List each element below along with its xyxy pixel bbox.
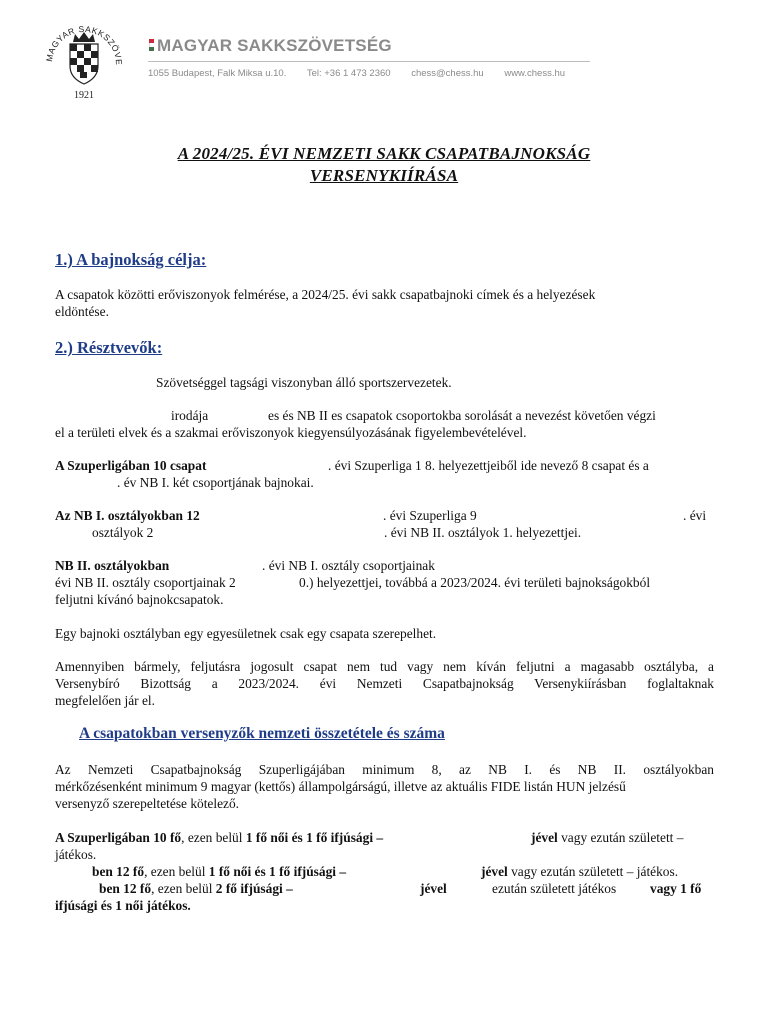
letterhead-divider — [148, 61, 590, 62]
seal-year: 1921 — [74, 90, 94, 101]
nb2-rule-cont: ezután született játékos — [492, 881, 617, 896]
section2-paragraph: irodája — [171, 408, 209, 423]
section2-paragraph: . évi NB II. osztályok 1. helyezettjei. — [384, 525, 582, 540]
section2-paragraph: megfelelően jár el. — [55, 693, 156, 708]
section2-paragraph: el a területi elvek és a szakmai erőviszonyok kiegyensúlyozásának figyelembevételével. — [55, 425, 527, 440]
nb1-rule-cont: jével vagy ezután született – játékos. — [481, 864, 679, 879]
section3-paragraph: mérkőzésenként minimum 9 magyar (kettős) állampolgárságú, illetve az aktuális FIDE listán HUN jelzésű — [55, 779, 626, 794]
address: 1055 Budapest, Falk Miksa u.10. — [148, 68, 287, 79]
superliga-label: A Szuperligában 10 csapat — [55, 458, 207, 473]
document-title-line1: A 2024/25. ÉVI NEMZETI SAKK CSAPATBAJNOKSÁG — [177, 144, 591, 163]
nb1-rule: ben 12 fő, ezen belül 1 fő női és 1 fő ifjúsági – — [92, 864, 347, 879]
section1-text: A csapatok közötti erőviszonyok felmérése, a 2024/25. évi sakk csapatbajnoki címek és a helyezések — [55, 287, 596, 302]
section1-heading: 1.) A bajnokság célja: — [55, 250, 207, 269]
section2-paragraph: . évi NB I. osztály csoportjainak — [262, 558, 435, 573]
section2-paragraph: 0.) helyezettjei, továbbá a 2023/2024. évi területi bajnokságokból — [299, 575, 651, 590]
nb1-label: Az NB I. osztályokban 12 — [55, 508, 200, 523]
svg-text:MAGYAR SAKKSZÖVETSÉG: MAGYAR SAKKSZÖVE — [43, 23, 125, 66]
nb2-label: NB II. osztályokban — [55, 558, 170, 573]
section3-paragraph: Az Nemzeti Csapatbajnokság Szuperligájában minimum 8, az NB I. és NB II. osztályokban — [55, 762, 714, 777]
superliga-rule-end: játékos. — [55, 847, 97, 862]
section2-paragraph: évi NB II. osztály csoportjainak 2 — [55, 575, 236, 590]
section2-paragraph: Egy bajnoki osztályban egy egyesületnek csak egy csapata szerepelhet. — [55, 626, 437, 641]
section2-paragraph: . évi Szuperliga 1 8. helyezettjeiből ide nevező 8 csapat és a — [328, 458, 649, 473]
section2-paragraph: Szövetséggel tagsági viszonyban álló sportszervezetek. — [156, 375, 452, 390]
section2-paragraph: . év NB I. két csoportjának bajnokai. — [117, 475, 314, 490]
section2-paragraph: Versenybíró Bizottság a 2023/2024. évi Nemzeti Csapatbajnokság Versenykiírásban foglaltaknak — [55, 676, 714, 691]
nb2-rule: ben 12 fő, ezen belül 2 fő ifjúsági – — [99, 881, 293, 896]
email-link[interactable]: chess@chess.hu — [411, 68, 484, 79]
org-name: MAGYAR SAKKSZÖVETSÉG — [157, 36, 392, 55]
superliga-rule-cont: jével vagy ezután született – — [531, 830, 684, 845]
section2-paragraph: es és NB II es csapatok csoportokba sorolását a nevezést követően végzi — [268, 408, 656, 423]
web-link[interactable]: www.chess.hu — [504, 68, 566, 79]
section2-paragraph: . évi Szuperliga 9 — [383, 508, 477, 523]
contact-line — [148, 68, 583, 79]
nb2-rule-jevel: jével — [420, 881, 447, 896]
phone: Tel: +36 1 473 2360 — [306, 68, 391, 79]
section2-paragraph: osztályok 2 — [92, 525, 154, 540]
chess-federation-seal — [40, 14, 128, 102]
section3-paragraph: versenyző szerepeltetése kötelező. — [55, 796, 240, 811]
section2-paragraph: feljutni kívánó bajnokcsapatok. — [55, 592, 224, 607]
section1-text: eldöntése. — [55, 304, 109, 319]
nb2-rule-last: ifjúsági és 1 női játékos. — [55, 898, 191, 913]
document-title-line2: VERSENYKIÍRÁSA — [309, 166, 459, 185]
section3-heading: A csapatokban versenyzők nemzeti összetétele és száma — [79, 725, 445, 742]
superliga-rule: A Szuperligában 10 fő, ezen belül 1 fő női és 1 fő ifjúsági – — [55, 830, 384, 845]
nb2-rule-end: vagy 1 fő — [650, 881, 702, 896]
section2-paragraph: . évi — [683, 508, 707, 523]
section2-heading: 2.) Résztvevők: — [55, 338, 163, 357]
section2-paragraph: Amennyiben bármely, feljutásra jogosult csapat nem tud vagy nem kíván feljutni a magasabb osztályba, a — [55, 659, 714, 674]
